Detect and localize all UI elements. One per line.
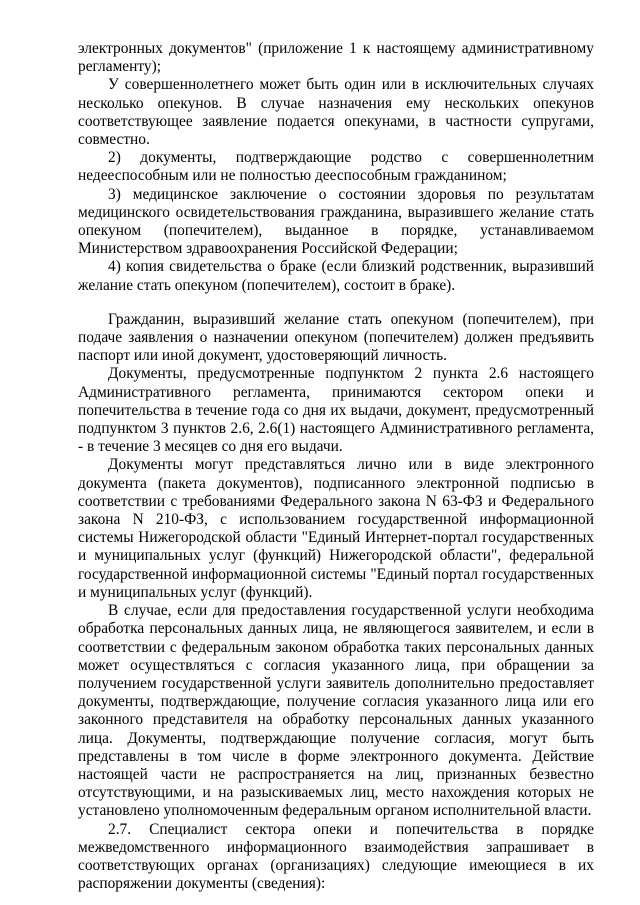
paragraph-validity-terms: Документы, предусмотренные подпунктом 2 пункта 2.6 настоящего Административного регламента, принимаются сектором опеки и попечительства в течение года со дня их выдачи, документ, предусмотренный подпунктом 3 пунктов 2.6, 2.6(1) настоящего Административного регламента, - в течение 3 месяцев со дня его выдачи. <box>78 365 594 456</box>
paragraph-continuation: электронных документов" (приложение 1 к настоящему административному регламенту); <box>78 40 594 76</box>
paragraph-personal-data: В случае, если для предоставления государственной услуги необходима обработка персональных данных лица, не являющегося заявителем, и если в соответствии с федеральным законом обработка таких персональных данных может осуществляться с согласия указанного лица, при обращении за получением государственной услуги заявитель дополнительно предоставляет документы, подтверждающие, получение согласия указанного лица или его законного представителя на обработку персональных данных указанного лица. Документы, подтверждающие получение согласия, могут быть представлены в том числе в форме электронного документа. Действие настоящей части не распространяется на лиц, признанных безвестно отсутствующими, и на разыскиваемых лиц, место нахождения которых не установлено уполномоченным федеральным органом исполнительной власти. <box>78 602 594 820</box>
paragraph-section-2-7: 2.7. Специалист сектора опеки и попечительства в порядке межведомственного информационного взаимодействия запрашивает в соответствующих органах (организациях) следующие имеющиеся в их распоряжении документы (сведения): <box>78 820 594 893</box>
paragraph-passport: Гражданин, выразивший желание стать опекуном (попечителем), при подаче заявления о назначении опекуном (попечителем) должен предъявить паспорт или иной документ, удостоверяющий личность. <box>78 310 594 365</box>
paragraph-item-2: 2) документы, подтверждающие родство с совершеннолетним недееспособным или не полностью дееспособным гражданином; <box>78 149 594 185</box>
paragraph-item-3: 3) медицинское заключение о состоянии здоровья по результатам медицинского освидетельствования гражданина, выразившего желание стать опекуном (попечителем), выданное в порядке, устанавливаемом Министерством здравоохранения Российской Федерации; <box>78 185 594 258</box>
paragraph-guardians-count: У совершеннолетнего может быть один или в исключительных случаях несколько опекунов. В случае назначения ему нескольких опекунов соответствующее заявление подается опекунами, в частности супругами, совместно. <box>78 76 594 149</box>
paragraph-item-4: 4) копия свидетельства о браке (если близкий родственник, выразивший желание стать опекуном (попечителем), состоит в браке). <box>78 258 594 294</box>
paragraph-electronic-submission: Документы могут представляться лично или в виде электронного документа (пакета документов), подписанного электронной подписью в соответствии с требованиями Федерального закона N 63-ФЗ и Федерального закона N 210-ФЗ, с использованием государственной информационной системы Нижегородской области "Единый Интернет-портал государственных и муниципальных услуг (функций) Нижегородской области", федеральной государственной информационной системы "Единый портал государственных и муниципальных услуг (функций). <box>78 456 594 601</box>
document-page <box>78 40 594 893</box>
